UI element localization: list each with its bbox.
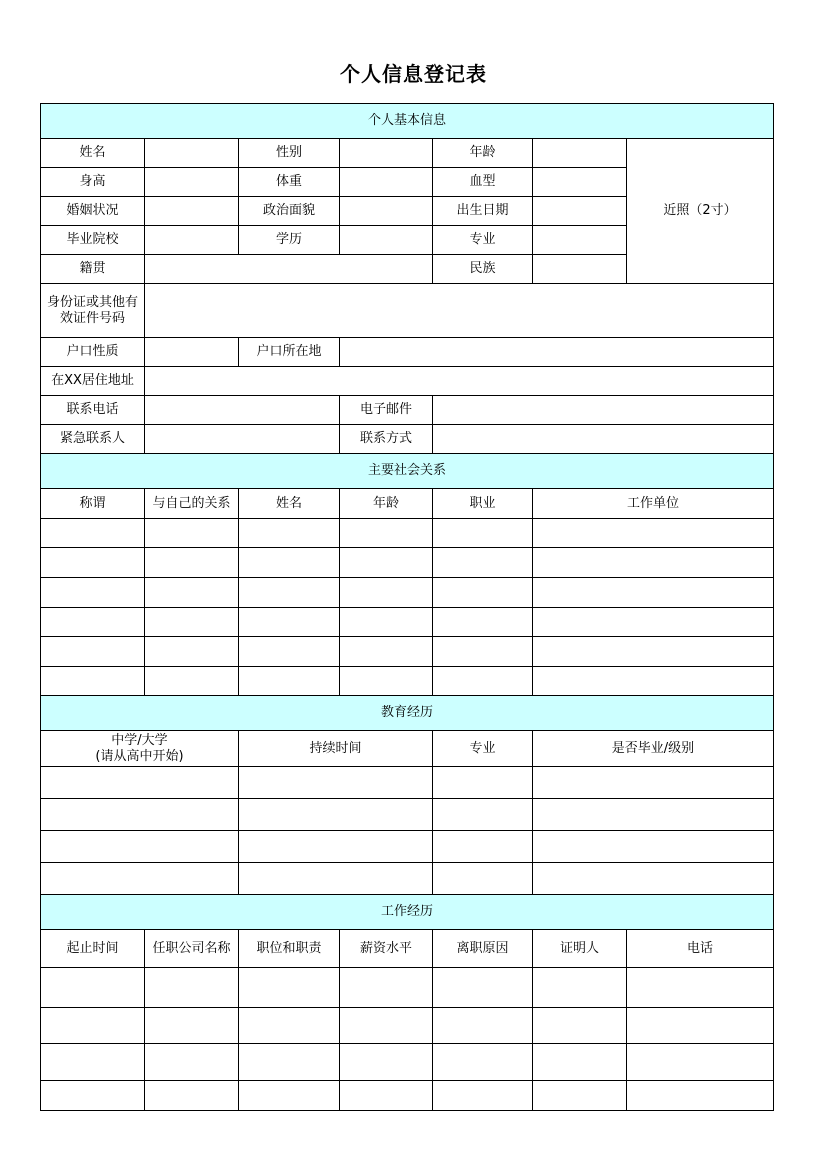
label-contact-method: 联系方式 (340, 425, 433, 454)
header-edu-school-line2: (请从高中开始) (95, 748, 184, 764)
table-cell[interactable] (433, 637, 533, 667)
table-cell[interactable] (533, 608, 774, 637)
table-cell[interactable] (340, 1044, 433, 1081)
table-row (41, 831, 774, 863)
header-edu-duration: 持续时间 (239, 731, 433, 767)
table-cell[interactable] (145, 578, 239, 608)
table-cell[interactable] (533, 578, 774, 608)
table-cell[interactable] (533, 1008, 627, 1044)
table-cell[interactable] (41, 799, 239, 831)
table-cell[interactable] (239, 1008, 340, 1044)
field-id-number[interactable] (145, 284, 774, 338)
header-social-age: 年龄 (340, 489, 433, 519)
table-cell[interactable] (433, 968, 533, 1008)
header-work-period: 起止时间 (41, 930, 145, 968)
table-cell[interactable] (239, 519, 340, 548)
field-weight[interactable] (340, 168, 433, 197)
table-cell[interactable] (41, 863, 239, 895)
label-id-line1: 身份证或其他有 (46, 294, 138, 310)
table-row (41, 608, 774, 637)
field-age[interactable] (533, 139, 627, 168)
header-edu-school (41, 731, 239, 767)
table-cell[interactable] (145, 637, 239, 667)
table-cell[interactable] (340, 578, 433, 608)
label-age: 年龄 (433, 139, 533, 168)
table-cell[interactable] (533, 767, 774, 799)
table-cell[interactable] (433, 1008, 533, 1044)
table-cell[interactable] (433, 667, 533, 696)
label-hukou-type: 户口性质 (41, 338, 145, 367)
table-cell[interactable] (533, 637, 774, 667)
field-blood-type[interactable] (533, 168, 627, 197)
label-email: 电子邮件 (340, 396, 433, 425)
label-weight: 体重 (239, 168, 340, 197)
label-phone: 联系电话 (41, 396, 145, 425)
table-row (41, 1044, 774, 1081)
table-cell[interactable] (340, 637, 433, 667)
table-row (41, 968, 774, 1008)
table-cell[interactable] (433, 519, 533, 548)
table-row (41, 548, 774, 578)
table-cell[interactable] (41, 519, 145, 548)
label-degree: 学历 (239, 226, 340, 255)
table-cell[interactable] (239, 637, 340, 667)
table-cell[interactable] (239, 968, 340, 1008)
field-school[interactable] (145, 226, 239, 255)
field-gender[interactable] (340, 139, 433, 168)
label-birth-date: 出生日期 (433, 197, 533, 226)
table-cell[interactable] (533, 1044, 627, 1081)
table-cell[interactable] (533, 519, 774, 548)
field-marital-status[interactable] (145, 197, 239, 226)
table-cell[interactable] (433, 1081, 533, 1111)
header-social-occupation: 职业 (433, 489, 533, 519)
label-id-line2: 效证件号码 (59, 310, 125, 326)
table-cell[interactable] (627, 1081, 774, 1111)
table-cell[interactable] (41, 608, 145, 637)
header-social-name: 姓名 (239, 489, 340, 519)
table-cell[interactable] (533, 968, 627, 1008)
table-cell[interactable] (433, 767, 533, 799)
header-work-company: 任职公司名称 (145, 930, 239, 968)
table-cell[interactable] (41, 1044, 145, 1081)
table-cell[interactable] (41, 578, 145, 608)
table-cell[interactable] (533, 548, 774, 578)
table-cell[interactable] (239, 1044, 340, 1081)
table-cell[interactable] (433, 578, 533, 608)
table-cell[interactable] (433, 1044, 533, 1081)
table-cell[interactable] (533, 831, 774, 863)
table-cell[interactable] (340, 1081, 433, 1111)
section-work-experience: 工作经历 (41, 895, 774, 930)
field-hukou-type[interactable] (145, 338, 239, 367)
table-cell[interactable] (533, 1081, 627, 1111)
table-cell[interactable] (41, 548, 145, 578)
label-major: 专业 (433, 226, 533, 255)
table-cell[interactable] (41, 667, 145, 696)
table-cell[interactable] (41, 831, 239, 863)
header-social-workplace: 工作单位 (533, 489, 774, 519)
label-address: 在XX居住地址 (41, 367, 145, 396)
table-row (41, 637, 774, 667)
table-cell[interactable] (627, 1008, 774, 1044)
table-cell[interactable] (627, 1044, 774, 1081)
label-blood-type: 血型 (433, 168, 533, 197)
field-degree[interactable] (340, 226, 433, 255)
field-major[interactable] (533, 226, 627, 255)
table-cell[interactable] (145, 667, 239, 696)
registration-form (40, 103, 774, 1111)
table-cell[interactable] (239, 578, 340, 608)
table-cell[interactable] (340, 519, 433, 548)
table-row (41, 799, 774, 831)
header-edu-graduated: 是否毕业/级别 (533, 731, 774, 767)
table-cell[interactable] (340, 667, 433, 696)
table-cell[interactable] (145, 1008, 239, 1044)
label-height: 身高 (41, 168, 145, 197)
field-birth-date[interactable] (533, 197, 627, 226)
field-political-status[interactable] (340, 197, 433, 226)
table-row (41, 578, 774, 608)
section-basic-info: 个人基本信息 (41, 104, 774, 139)
page-title: 个人信息登记表 (340, 62, 487, 86)
table-row (41, 767, 774, 799)
table-cell[interactable] (239, 548, 340, 578)
field-emergency-contact[interactable] (145, 425, 340, 454)
table-cell[interactable] (533, 667, 774, 696)
field-phone[interactable] (145, 396, 340, 425)
table-row (41, 1081, 774, 1111)
table-cell[interactable] (433, 608, 533, 637)
table-cell[interactable] (239, 863, 433, 895)
table-cell[interactable] (340, 548, 433, 578)
table-cell[interactable] (239, 667, 340, 696)
table-cell[interactable] (41, 968, 145, 1008)
section-education: 教育经历 (41, 696, 774, 731)
table-cell[interactable] (145, 548, 239, 578)
table-row (41, 519, 774, 548)
table-cell[interactable] (239, 1081, 340, 1111)
label-name: 姓名 (41, 139, 145, 168)
label-gender: 性别 (239, 139, 340, 168)
table-row (41, 863, 774, 895)
header-work-salary: 薪资水平 (340, 930, 433, 968)
table-cell[interactable] (433, 863, 533, 895)
table-row (41, 1008, 774, 1044)
photo-box[interactable]: 近照（2寸） (627, 139, 774, 284)
header-edu-school-line1: 中学/大学 (111, 732, 168, 748)
field-hukou-location[interactable] (340, 338, 774, 367)
table-cell[interactable] (145, 968, 239, 1008)
field-height[interactable] (145, 168, 239, 197)
table-cell[interactable] (145, 608, 239, 637)
table-cell[interactable] (239, 799, 433, 831)
field-native-place[interactable] (145, 255, 433, 284)
label-marital-status: 婚姻状况 (41, 197, 145, 226)
table-cell[interactable] (145, 519, 239, 548)
section-social-relations: 主要社会关系 (41, 454, 774, 489)
table-cell[interactable] (433, 548, 533, 578)
header-work-phone: 电话 (627, 930, 774, 968)
table-cell[interactable] (239, 608, 340, 637)
table-cell[interactable] (145, 1044, 239, 1081)
table-cell[interactable] (433, 831, 533, 863)
table-cell[interactable] (41, 1081, 145, 1111)
table-cell[interactable] (239, 831, 433, 863)
field-name[interactable] (145, 139, 239, 168)
label-emergency-contact: 紧急联系人 (41, 425, 145, 454)
label-id-number (41, 284, 145, 338)
field-ethnicity[interactable] (533, 255, 627, 284)
header-work-reference: 证明人 (533, 930, 627, 968)
label-native-place: 籍贯 (41, 255, 145, 284)
table-cell[interactable] (340, 968, 433, 1008)
table-cell[interactable] (239, 767, 433, 799)
table-cell[interactable] (41, 767, 239, 799)
table-cell[interactable] (340, 1008, 433, 1044)
header-edu-major: 专业 (433, 731, 533, 767)
field-address[interactable] (145, 367, 774, 396)
table-cell[interactable] (627, 968, 774, 1008)
header-social-relation: 与自己的关系 (145, 489, 239, 519)
header-social-title: 称谓 (41, 489, 145, 519)
table-cell[interactable] (433, 799, 533, 831)
label-political-status: 政治面貌 (239, 197, 340, 226)
header-work-position: 职位和职责 (239, 930, 340, 968)
table-cell[interactable] (41, 1008, 145, 1044)
table-cell[interactable] (41, 637, 145, 667)
table-cell[interactable] (533, 863, 774, 895)
table-row (41, 667, 774, 696)
table-cell[interactable] (340, 608, 433, 637)
table-cell[interactable] (145, 1081, 239, 1111)
field-email[interactable] (433, 396, 774, 425)
label-ethnicity: 民族 (433, 255, 533, 284)
header-work-leave-reason: 离职原因 (433, 930, 533, 968)
table-cell[interactable] (533, 799, 774, 831)
field-contact-method[interactable] (433, 425, 774, 454)
label-hukou-location: 户口所在地 (239, 338, 340, 367)
label-school: 毕业院校 (41, 226, 145, 255)
